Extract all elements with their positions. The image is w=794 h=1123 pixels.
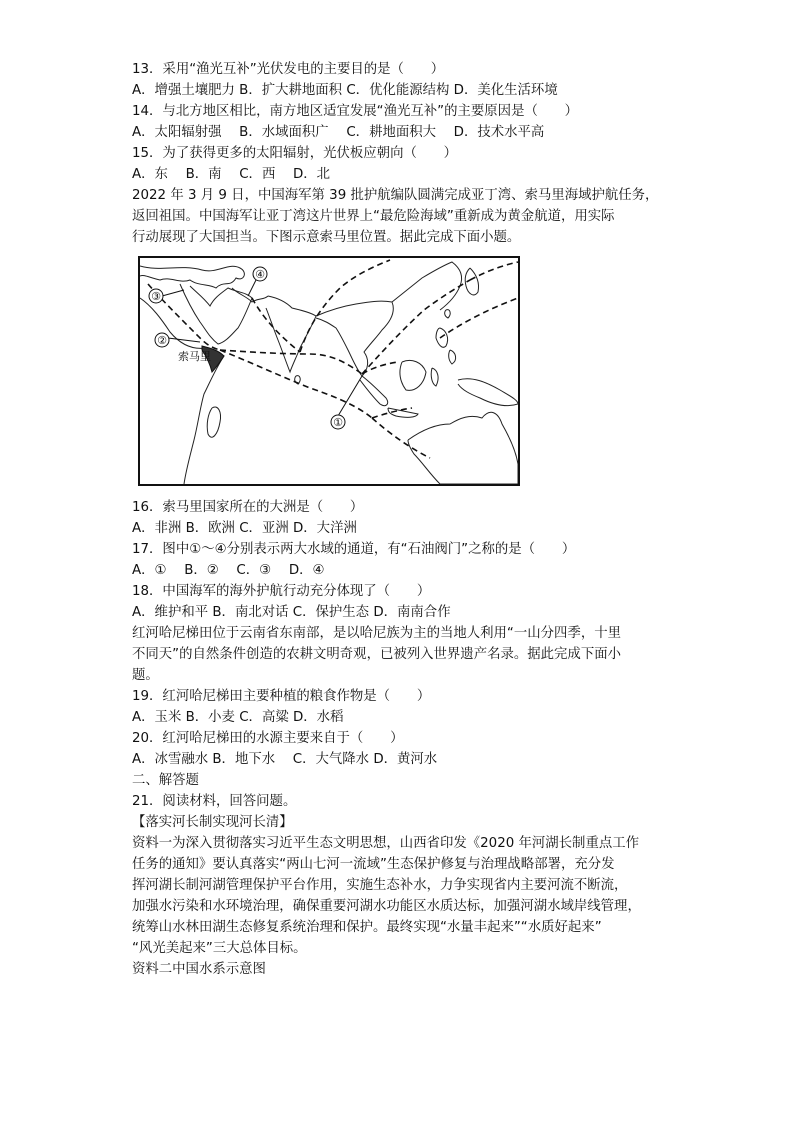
sulawesi xyxy=(431,368,438,386)
question-15-options: A．东 B．南 C．西 D．北 xyxy=(132,167,331,182)
material-1-line-5: 统筹山水林田湖生态修复系统治理和保护。最终实现“水量丰起来”“水质好起来” xyxy=(132,920,602,935)
passage-3-line-2: 不同天”的自然条件创造的农耕文明奇观，已被列入世界遗产名录。据此完成下面小 xyxy=(132,647,621,662)
question-21: 21．阅读材料，回答问题。 xyxy=(132,794,297,809)
leader-2 xyxy=(168,338,200,342)
question-13: 13．采用“渔光互补”光伏发电的主要目的是（ ） xyxy=(132,62,445,77)
question-18-options: A．维护和平 B．南北对话 C．保护生态 D．南南合作 xyxy=(132,605,451,620)
india-coast xyxy=(266,296,316,372)
question-17-options: A．① B．② C．③ D．④ xyxy=(132,563,325,578)
madagascar xyxy=(207,407,220,437)
passage-2-line-1: 2022 年 3 月 9 日，中国海军第 39 批护航编队圆满完成亚丁湾、索马里海域护航任务， xyxy=(132,188,659,203)
question-16-options: A．非洲 B．欧洲 C．亚洲 D．大洋洲 xyxy=(132,521,357,536)
question-20-options: A．冰雪融水 B．地下水 C．大气降水 D．黄河水 xyxy=(132,752,438,767)
philippines xyxy=(436,328,456,364)
china-coast xyxy=(392,262,462,310)
leader-4 xyxy=(248,280,256,296)
question-13-options: A．增强土壤肥力 B．扩大耕地面积 C．优化能源结构 D．美化生活环境 xyxy=(132,83,558,98)
question-17: 17．图中①～④分别表示两大水域的通道，有“石油阀门”之称的是（ ） xyxy=(132,542,576,557)
marker-2-label: ② xyxy=(157,334,167,347)
somalia-label: 索马里 xyxy=(178,350,211,363)
marker-3 xyxy=(149,289,163,303)
route-pacific xyxy=(440,298,518,338)
marker-1-label: ① xyxy=(333,416,343,429)
question-18: 18．中国海军的海外护航行动充分体现了（ ） xyxy=(132,584,431,599)
route-hormuz xyxy=(252,298,300,352)
question-16: 16．索马里国家所在的大洲是（ ） xyxy=(132,500,364,515)
material-1-line-6: “风光美起来”三大总体目标。 xyxy=(132,941,307,956)
material-2-title: 资料二中国水系示意图 xyxy=(132,962,266,977)
question-19-options: A．玉米 B．小麦 C．高粱 D．水稻 xyxy=(132,710,344,725)
material-1-line-2: 任务的通知》要认真落实“两山七河一流域”生态保护修复与治理战略部署，充分发 xyxy=(132,857,615,872)
coastlines xyxy=(140,262,518,484)
arabia-coast xyxy=(180,284,252,344)
material-heading: 【落实河长制实现河长清】 xyxy=(132,815,293,830)
taiwan xyxy=(445,310,450,318)
new-guinea xyxy=(458,379,518,406)
sumatra xyxy=(360,376,388,406)
marker-3-label: ③ xyxy=(151,290,161,303)
question-20: 20．红河哈尼梯田的水源主要来自于（ ） xyxy=(132,731,404,746)
persian-gulf-coast xyxy=(232,288,268,302)
africa-coast xyxy=(140,298,224,484)
leader-1 xyxy=(338,376,362,416)
material-1-line-3: 挥河湖长制河湖管理保护平台作用，实施生态补水，力争实现省内主要河流不断流， xyxy=(132,878,628,893)
route-cape xyxy=(220,350,372,418)
marker-4 xyxy=(253,267,267,281)
route-east xyxy=(470,262,518,280)
question-19: 19．红河哈尼梯田主要种植的粮食作物是（ ） xyxy=(132,689,431,704)
passage-3-line-3: 题。 xyxy=(132,668,159,683)
question-14-options: A．太阳辐射强 B．水域面积广 C．耕地面积大 D．技术水平高 xyxy=(132,125,545,140)
australia-coast xyxy=(408,412,518,484)
question-15: 15．为了获得更多的太阳辐射，光伏板应朝向（ ） xyxy=(132,146,458,161)
material-1-line-4: 加强水污染和水环境治理，确保重要河湖水功能区水质达标，加强河湖水域岸线管理， xyxy=(132,899,641,914)
route-south-china xyxy=(362,280,470,374)
material-1-line-1: 资料一为深入贯彻落实习近平生态文明思想，山西省印发《2020 年河湖长制重点工作 xyxy=(132,836,640,851)
somalia-map-figure xyxy=(138,256,520,486)
route-australia xyxy=(372,418,430,458)
passage-3-line-1: 红河哈尼梯田位于云南省东南部，是以哈尼族为主的当地人利用“一山分四季，十里 xyxy=(132,626,621,641)
europe-coast xyxy=(140,266,244,288)
route-lombok xyxy=(372,408,412,418)
section-2-heading: 二、解答题 xyxy=(132,773,199,788)
passage-2-line-3: 行动展现了大国担当。下图示意索马里位置。据此完成下面小题。 xyxy=(132,230,521,245)
marker-1 xyxy=(331,415,345,429)
marker-2 xyxy=(155,333,169,347)
question-14: 14．与北方地区相比，南方地区适宜发展“渔光互补”的主要原因是（ ） xyxy=(132,104,579,119)
somalia-map xyxy=(140,258,518,484)
passage-2-line-2: 返回祖国。中国海军让亚丁湾这片世界上“最危险海域”重新成为黄金航道，用实际 xyxy=(132,209,615,224)
leader-3 xyxy=(162,290,184,296)
marker-4-label: ④ xyxy=(255,268,265,281)
borneo xyxy=(400,360,426,390)
